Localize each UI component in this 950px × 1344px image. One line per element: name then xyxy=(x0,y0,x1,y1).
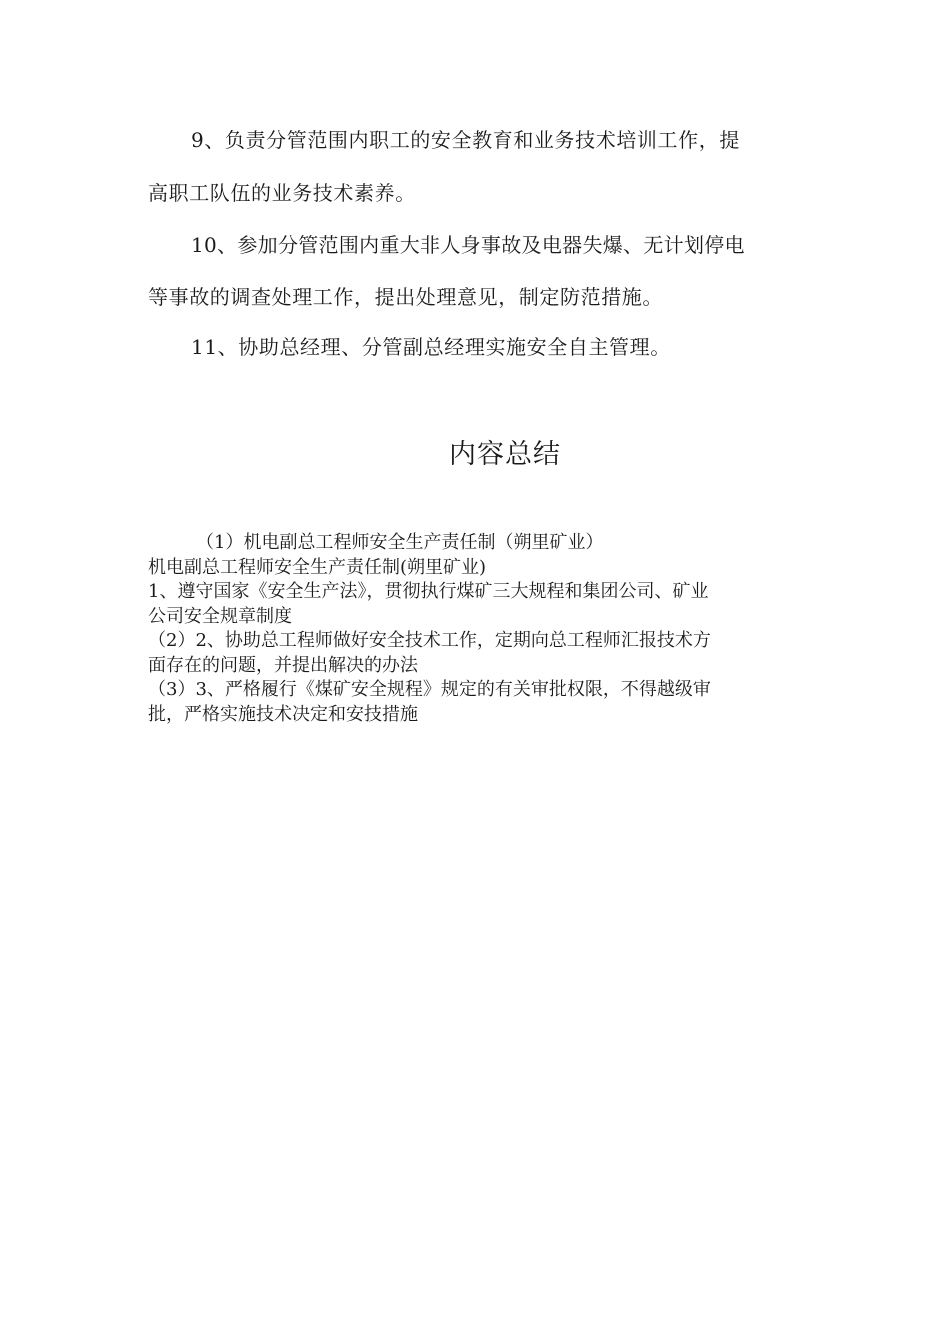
item-11-line-1: 11、协助总经理、分管副总经理实施安全自主管理。 xyxy=(191,335,671,359)
summary-block xyxy=(148,531,808,727)
item-9-line-2: 高职工队伍的业务技术素养。 xyxy=(148,181,416,205)
summary-heading: 内容总结 xyxy=(449,439,561,470)
summary-line: 公司安全规章制度 xyxy=(148,605,292,627)
summary-line: 1、遵守国家《安全生产法》，贯彻执行煤矿三大规程和集团公司、矿业 xyxy=(148,581,709,602)
item-10-line-1: 10、参加分管范围内重大非人身事故及电器失爆、无计划停电 xyxy=(191,233,745,257)
item-9-line-1: 9、负责分管范围内职工的安全教育和业务技术培训工作，提 xyxy=(191,128,740,152)
summary-line: 批，严格实施技术决定和安技措施 xyxy=(148,703,418,725)
item-10-line-2: 等事故的调查处理工作，提出处理意见，制定防范措施。 xyxy=(148,285,663,309)
summary-line: （1）机电副总工程师安全生产责任制（朔里矿业） xyxy=(196,532,604,553)
summary-line: （3）3、严格履行《煤矿安全规程》规定的有关审批权限，不得越级审 xyxy=(148,679,711,700)
summary-line: 机电副总工程师安全生产责任制(朔里矿业) xyxy=(148,556,487,578)
summary-line: 面存在的问题，并提出解决的办法 xyxy=(148,654,418,676)
summary-line: （2）2、协助总工程师做好安全技术工作，定期向总工程师汇报技术方 xyxy=(148,630,711,651)
